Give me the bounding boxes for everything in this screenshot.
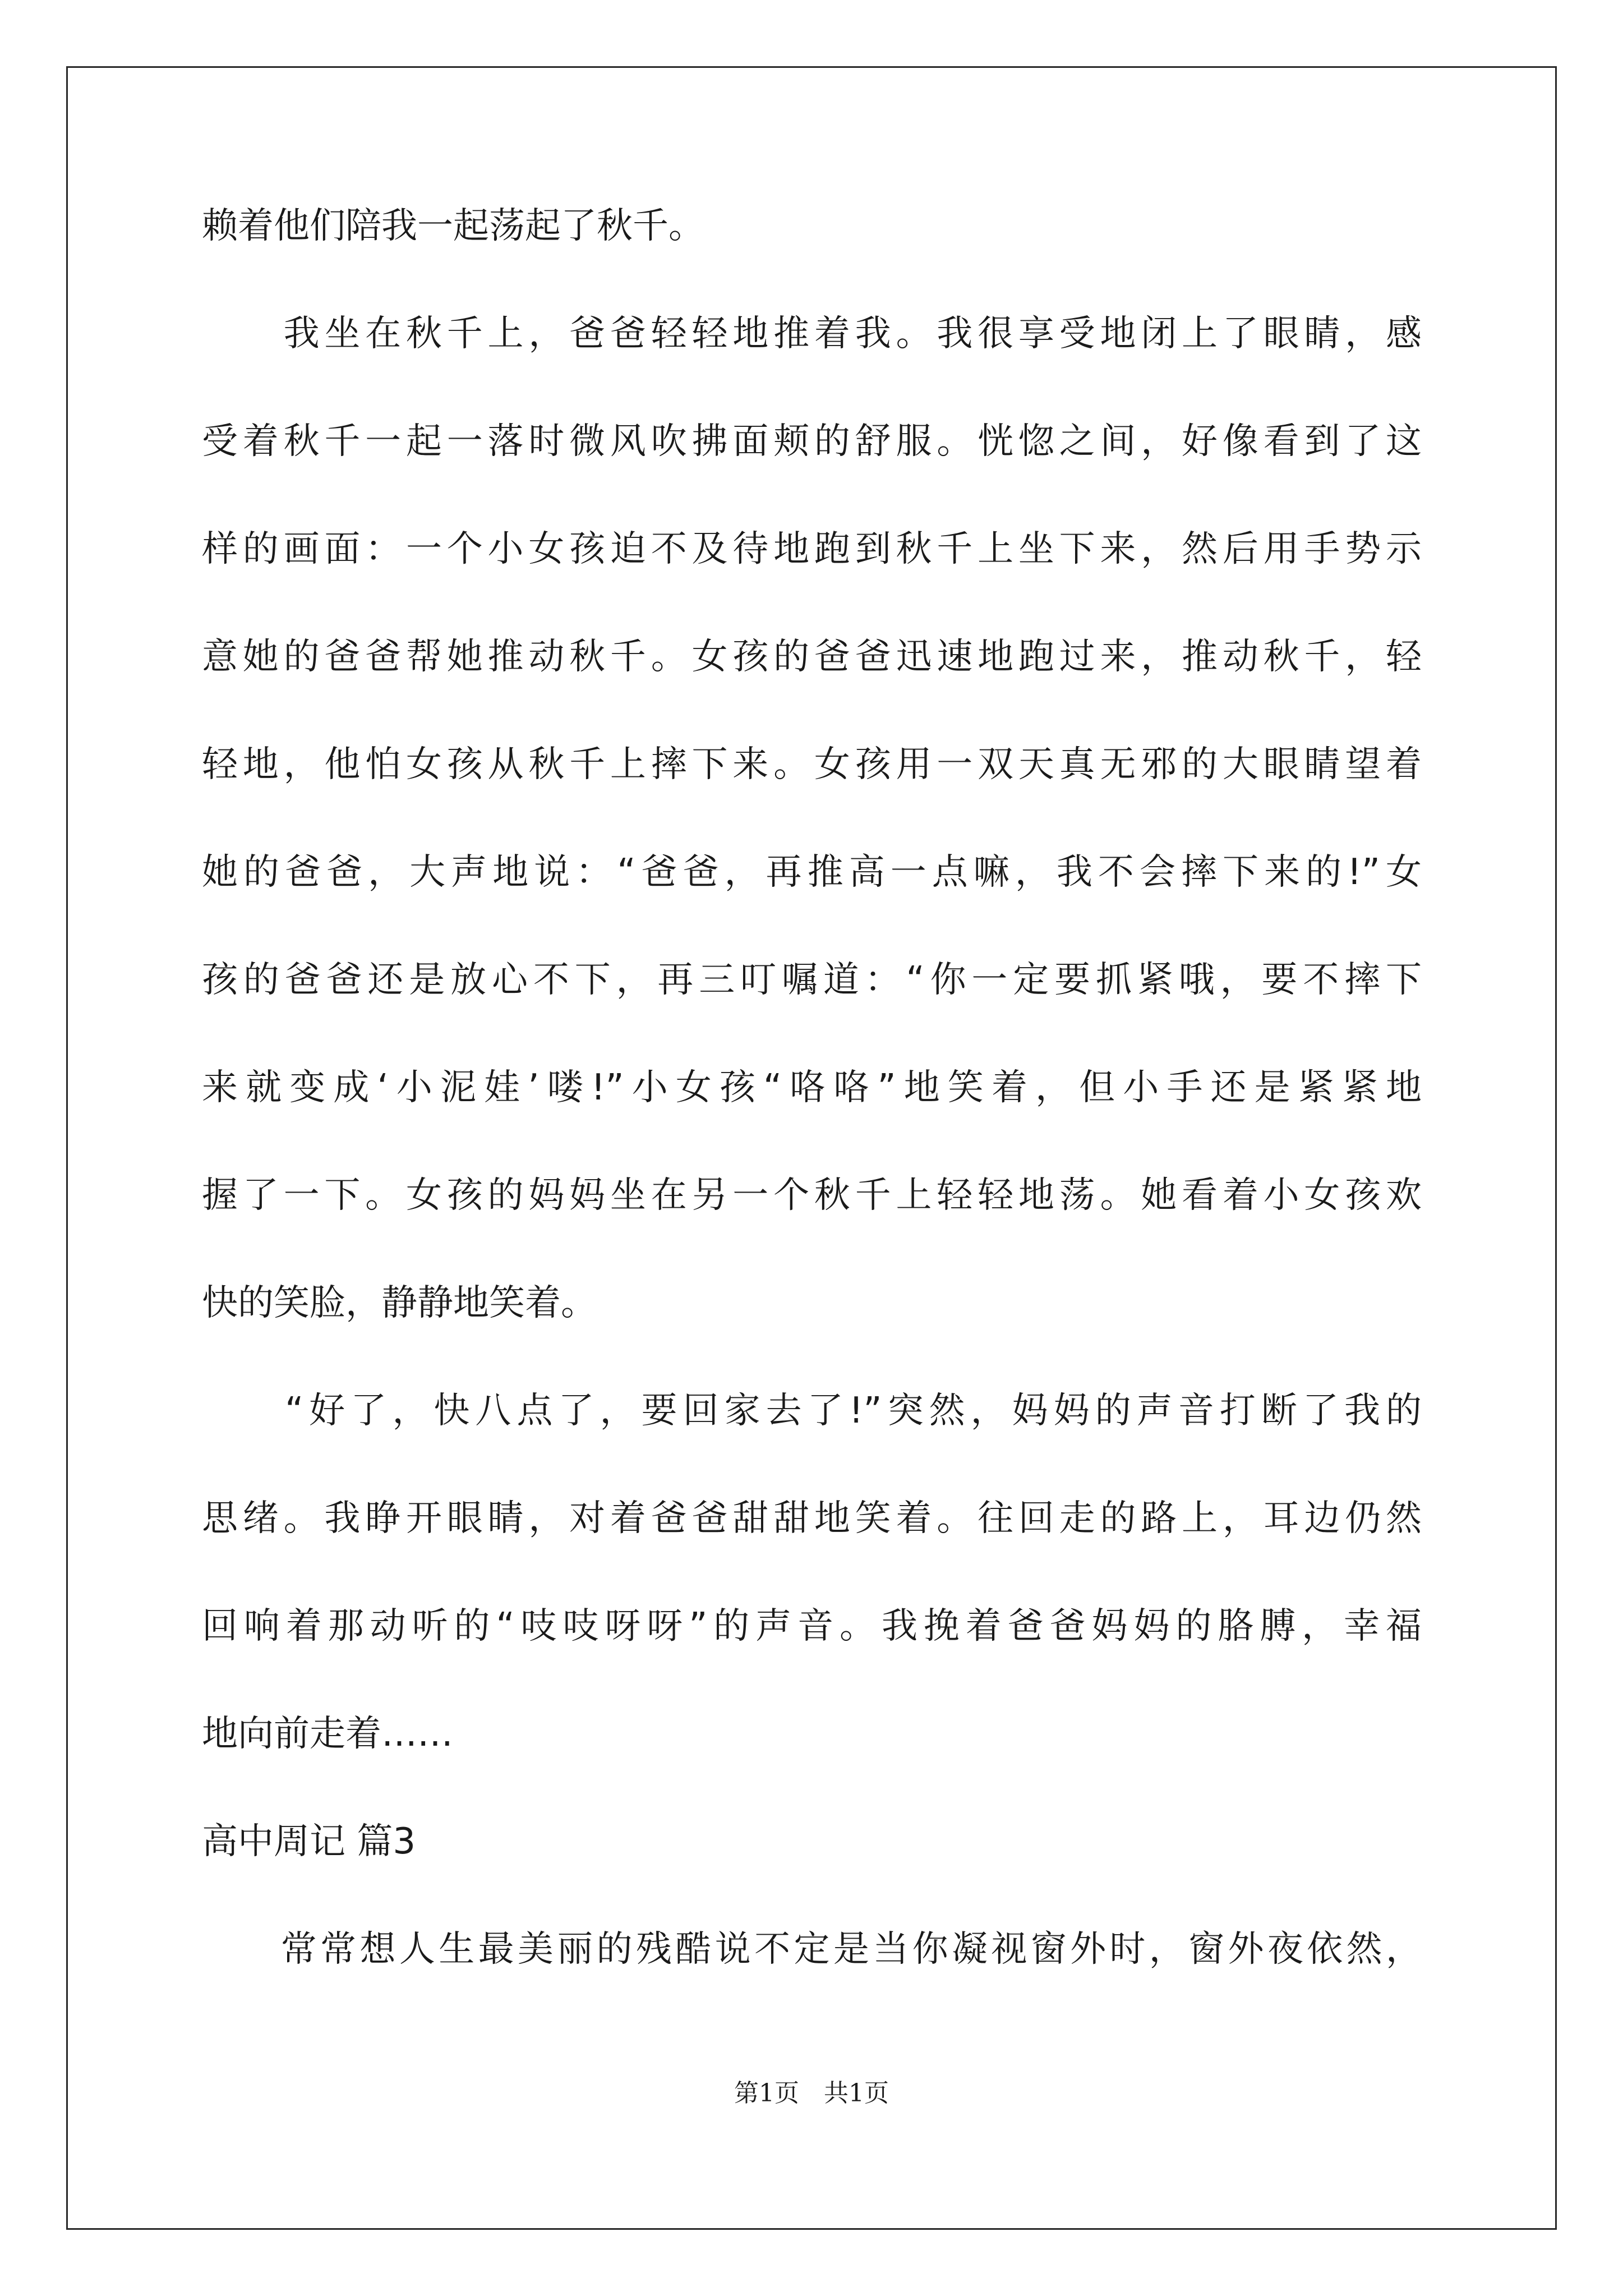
paragraph-gap: [202, 253, 1422, 307]
text-line: 意她的爸爸帮她推动秋千。女孩的爸爸迅速地跑过来，推动秋千，轻: [202, 636, 1422, 678]
text-line: 回响着那动听的“吱吱呀呀”的声音。我挽着爸爸妈妈的胳膊，幸福: [202, 1605, 1422, 1647]
text-line: 受着秋千一起一落时微风吹拂面颊的舒服。恍惚之间，好像看到了这: [202, 421, 1422, 462]
page-number-footer: 第1页 共1页: [734, 2079, 889, 2108]
section-heading: 高中周记 篇3: [202, 1821, 416, 1862]
text-line: 我坐在秋千上，爸爸轻轻地推着我。我很享受地闭上了眼睛，感: [202, 313, 1422, 355]
line-gap: [202, 1438, 1422, 1492]
text-line: 常常想人生最美丽的残酷说不定是当你凝视窗外时，窗外夜依然，: [202, 1929, 1422, 1970]
text-line: 地向前走着……: [202, 1713, 453, 1755]
text-line: 来就变成‘小泥娃’喽!”小女孩“咯咯”地笑着，但小手还是紧紧地: [202, 1067, 1422, 1108]
line-gap: [202, 576, 1422, 630]
paragraph-gap: [202, 1869, 1422, 1922]
text-line: “好了，快八点了，要回家去了!”突然，妈妈的声音打断了我的: [202, 1390, 1422, 1432]
document-body: [202, 199, 1422, 1976]
text-line: 握了一下。女孩的妈妈坐在另一个秋千上轻轻地荡。她看着小女孩欢: [202, 1175, 1422, 1216]
text-line: 思绪。我睁开眼睛，对着爸爸甜甜地笑着。往回走的路上，耳边仍然: [202, 1498, 1422, 1539]
text-line: 她的爸爸，大声地说：“爸爸，再推高一点嘛，我不会摔下来的!”女: [202, 852, 1422, 893]
text-line: 孩的爸爸还是放心不下，再三叮嘱道：“你一定要抓紧哦，要不摔下: [202, 959, 1422, 1001]
text-line: 轻地，他怕女孩从秋千上摔下来。女孩用一双天真无邪的大眼睛望着: [202, 744, 1422, 785]
text-line: 快的笑脸，静静地笑着。: [202, 1282, 597, 1324]
paragraph-gap: [202, 1330, 1422, 1384]
line-gap: [202, 792, 1422, 845]
line-gap: [202, 1222, 1422, 1276]
line-gap: [202, 1653, 1422, 1707]
line-gap: [202, 1115, 1422, 1168]
line-gap: [202, 684, 1422, 738]
line-gap: [202, 1007, 1422, 1061]
text-line: 样的画面：一个小女孩迫不及待地跑到秋千上坐下来，然后用手势示: [202, 528, 1422, 570]
line-gap: [202, 1545, 1422, 1599]
line-gap: [202, 468, 1422, 522]
line-gap: [202, 899, 1422, 953]
text-line: 赖着他们陪我一起荡起了秋千。: [202, 205, 704, 247]
paragraph-gap: [202, 1761, 1422, 1815]
line-gap: [202, 361, 1422, 415]
